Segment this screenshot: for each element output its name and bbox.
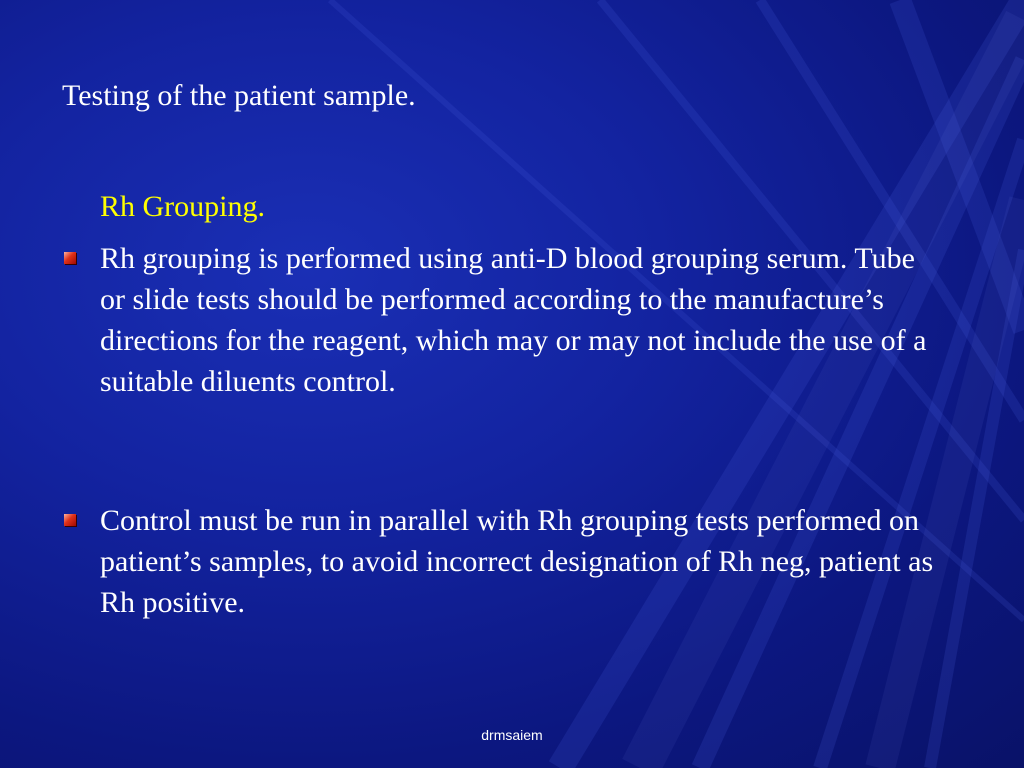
square-bullet-icon	[64, 252, 76, 264]
footer-label: drmsaiem	[481, 727, 543, 743]
slide-title: Testing of the patient sample.	[62, 79, 416, 112]
square-bullet-icon	[64, 514, 76, 526]
section-heading: Rh Grouping.	[100, 190, 265, 223]
bullet-text: Rh grouping is performed using anti-D blood grouping serum. Tube or slide tests should be performed according to the manufacture’s directions for the reagent, which may or may not include the use of a suitable diluents control.	[100, 242, 927, 398]
bullet-text: Control must be run in parallel with Rh grouping tests performed on patient’s samples, to avoid incorrect designation of Rh neg, patient as Rh positive.	[100, 504, 934, 619]
